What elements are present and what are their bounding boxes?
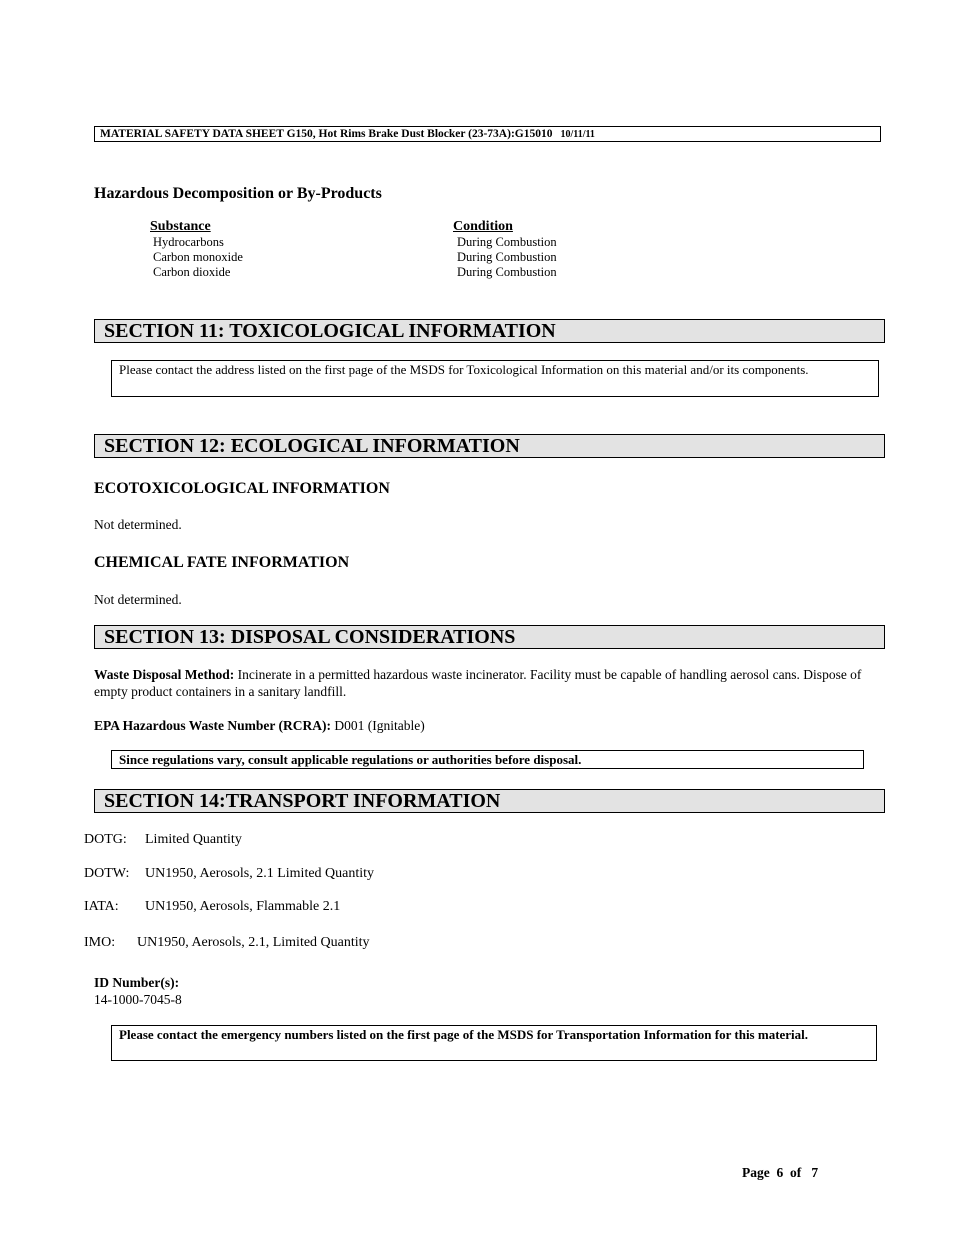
section-13-header: SECTION 13: DISPOSAL CONSIDERATIONS (94, 625, 885, 649)
id-number-value: 14-1000-7045-8 (94, 992, 182, 1007)
page-total: 7 (811, 1165, 819, 1180)
transport-value: UN1950, Aerosols, 2.1, Limited Quantity (137, 935, 370, 950)
document-header (94, 126, 881, 142)
section-11-header: SECTION 11: TOXICOLOGICAL INFORMATION (94, 319, 885, 343)
condition-cell: During Combustion (457, 265, 557, 279)
condition-column-header: Condition (453, 219, 513, 234)
substance-column-header: Substance (150, 219, 211, 234)
transport-item-iata (84, 899, 584, 917)
toxicological-note-box: Please contact the address listed on the first page of the MSDS for Toxicological Information on this material and/or its components. (111, 360, 879, 397)
transport-label: IMO: (84, 935, 116, 950)
header-title: MATERIAL SAFETY DATA SHEET G150, Hot Rims Brake Dust Blocker (23-73A):G15010 (100, 128, 553, 140)
decomposition-heading: Hazardous Decomposition or By-Products (94, 185, 382, 202)
waste-disposal-label: Waste Disposal Method: (94, 667, 235, 682)
page-of-label: of (790, 1165, 802, 1180)
transport-value: UN1950, Aerosols, Flammable 2.1 (145, 899, 341, 914)
substance-cell: Hydrocarbons (153, 235, 224, 249)
header-date: 10/11/11 (560, 129, 595, 140)
disposal-note-box: Since regulations vary, consult applicable regulations or authorities before disposal. (111, 750, 864, 769)
section-14-header: SECTION 14:TRANSPORT INFORMATION (94, 789, 885, 813)
condition-cell: During Combustion (457, 250, 557, 264)
transport-item-dotw (84, 866, 584, 884)
section-12-header: SECTION 12: ECOLOGICAL INFORMATION (94, 434, 885, 458)
page-number (742, 1164, 818, 1181)
page-label: Page (742, 1165, 770, 1180)
chemical-fate-heading: CHEMICAL FATE INFORMATION (94, 554, 350, 571)
waste-disposal-text: Incinerate in a permitted hazardous waste incinerator. Facility must be capable of handling aerosol cans. Dispose of empty product containers in a sanitary landfill. (94, 667, 862, 699)
substance-cell: Carbon dioxide (153, 265, 231, 279)
epa-waste-value: D001 (Ignitable) (331, 718, 425, 733)
condition-cell: During Combustion (457, 235, 557, 249)
transport-label: DOTG: (84, 832, 127, 847)
waste-disposal-paragraph (94, 666, 879, 700)
substance-cell: Carbon monoxide (153, 250, 243, 264)
transport-label: DOTW: (84, 866, 130, 881)
transport-item-dotg (84, 832, 584, 850)
epa-waste-number (94, 717, 425, 734)
id-number-label: ID Number(s): (94, 975, 180, 990)
transport-value: Limited Quantity (145, 832, 242, 847)
page-current: 6 (776, 1165, 784, 1180)
transport-item-imo (84, 935, 584, 953)
ecotoxicological-heading: ECOTOXICOLOGICAL INFORMATION (94, 480, 390, 497)
epa-waste-label: EPA Hazardous Waste Number (RCRA): (94, 718, 331, 733)
ecotoxicological-text: Not determined. (94, 517, 182, 532)
transport-label: IATA: (84, 899, 119, 914)
chemical-fate-text: Not determined. (94, 592, 182, 607)
transport-note-box: Please contact the emergency numbers listed on the first page of the MSDS for Transportation Information for this material. (111, 1025, 877, 1061)
transport-value: UN1950, Aerosols, 2.1 Limited Quantity (145, 866, 375, 881)
